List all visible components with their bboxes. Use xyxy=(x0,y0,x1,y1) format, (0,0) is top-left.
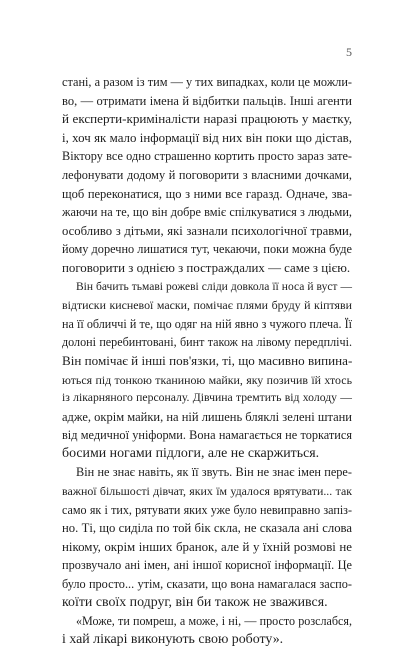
text-line: Він помічає й інші пов'язки, ті, що масивно випина- xyxy=(62,352,353,368)
text-line: ються під тонкою тканиною майки, яку позичив їй хтось xyxy=(62,372,352,387)
text-line: стані, а разом із тим — у тих випадках, коли це можли- xyxy=(62,75,352,89)
text-line: во, — отримати імена й відбитки пальців. Інші агенти xyxy=(62,93,352,108)
text-line: долоні перебинтовані, бинт також на лівому передплічі. xyxy=(62,335,352,350)
text-line: босими ногами підлоги, але не скаржиться. xyxy=(62,445,320,461)
paragraph-3 xyxy=(62,463,352,612)
text-line: на її обличчі й те, що одяг на ній явно з чужого плеча. Її xyxy=(62,316,352,331)
text-line: із лікарняного персоналу. Дівчина тремтить від холоду — xyxy=(62,391,352,405)
text-line: коїти своїх подруг, він би також не зважився. xyxy=(62,594,328,610)
text-line: лефонувати додому й поговорити з власними дочками, xyxy=(62,167,352,182)
text-line: Віктору все одно страшенно кортить просто зараз зате- xyxy=(62,149,352,164)
text-line: «Може, ти помреш, а може, і ні, — просто розслабся, xyxy=(76,614,352,629)
text-line: щоб переконатися, що з ними все гаразд. Одначе, зва- xyxy=(62,186,352,201)
body-text xyxy=(62,73,352,649)
text-line: йому доречно лишатися тут, чекаючи, поки можна буде xyxy=(62,242,352,257)
text-line: відтиски кисневої маски, помічає плями бруду й кіптяви xyxy=(62,298,352,313)
text-line: особливо з дітьми, які зазнали психологічної травми, xyxy=(62,223,352,238)
text-line: нікому, окрім інших бранок, але й у їхній розмові не xyxy=(62,539,352,554)
text-line: і хай лікарі виконують свою роботу». xyxy=(62,631,284,647)
text-line: і, хоч як мало інформації від них він поки що дістав, xyxy=(62,130,352,145)
text-line: й експерти-криміналісти наразі працюють у маєтку, xyxy=(62,111,352,127)
text-line: було просто... утім, сказати, що вона намагалася заспо- xyxy=(62,577,352,592)
text-line: Він бачить тьмаві рожеві сліди довкола її носа й вуст — xyxy=(76,280,352,293)
text-line: но. Ті, що сиділа по той бік скла, не сказала ані слова xyxy=(62,521,352,536)
text-line: від медичної уніформи. Вона намагається не торкатися xyxy=(62,428,352,443)
text-line: прозвучало ані імен, ані іншої корисної інформації. Це xyxy=(62,558,352,573)
text-line: Він не знає навіть, як її звуть. Він не знає імен пере- xyxy=(76,465,352,480)
page-number: 5 xyxy=(346,45,352,59)
text-line: адже, окрім майки, на ній лишень бляклі зелені штани xyxy=(62,409,352,424)
text-line: жаючи на те, що він добре вміє спілкуватися з людьми, xyxy=(62,205,352,220)
text-line: важної більшості дівчат, яких їм удалося врятувати... так xyxy=(62,484,352,499)
paragraph-1 xyxy=(62,73,352,278)
text-line: само як і тих, рятувати яких уже було невиправно запіз- xyxy=(62,502,352,517)
paragraph-4 xyxy=(62,612,352,649)
text-line: поговорити з однією з постраждалих — саме з цією. xyxy=(62,260,351,275)
paragraph-2 xyxy=(62,278,352,464)
